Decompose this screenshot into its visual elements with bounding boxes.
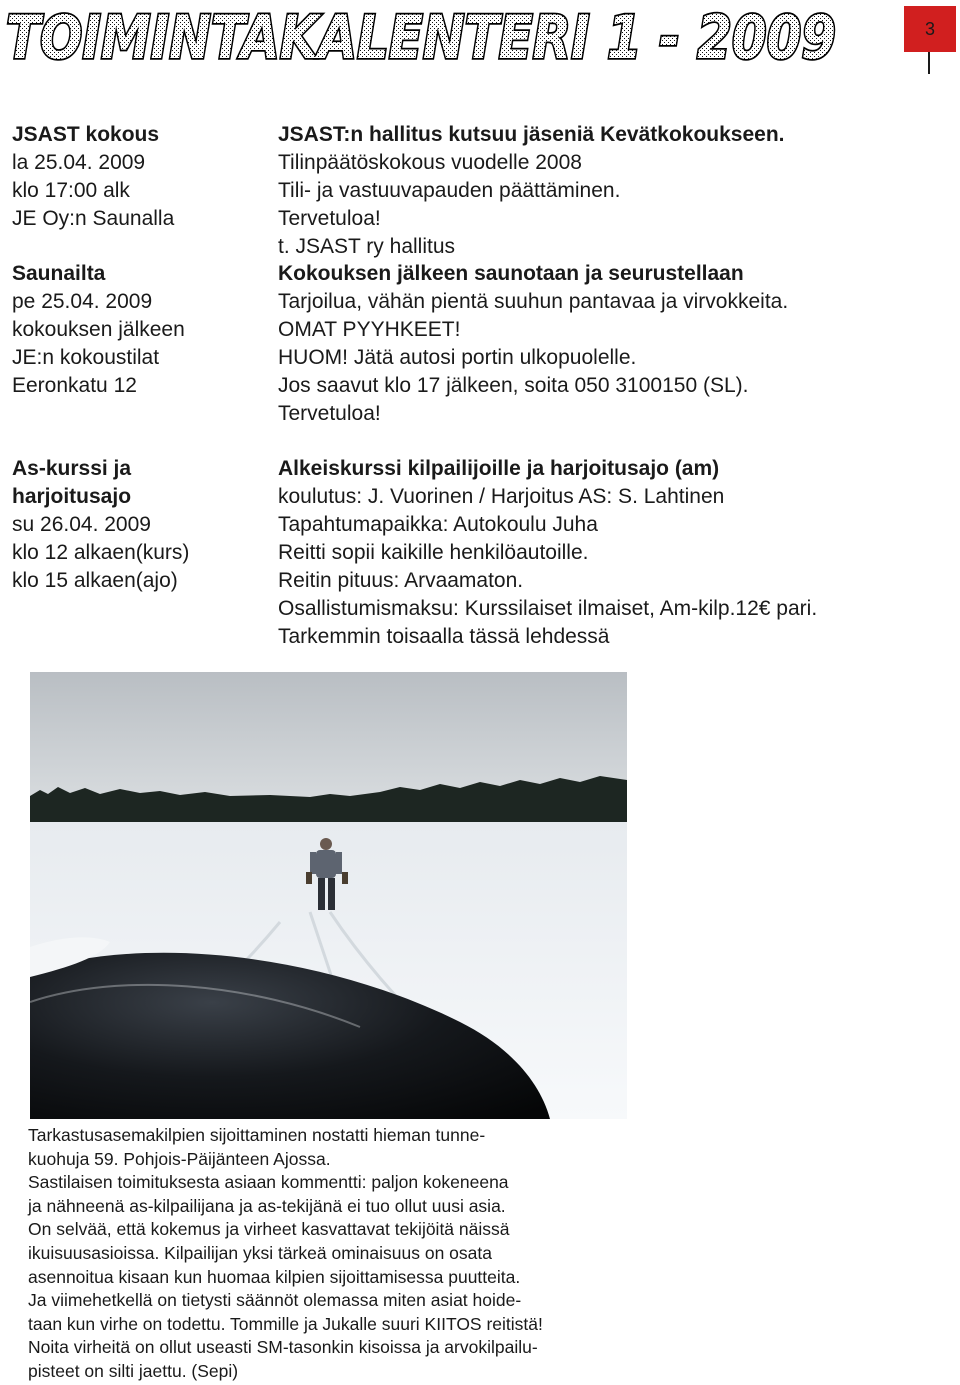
event-time: klo 15 alkaen(ajo) — [12, 569, 178, 592]
description-line: Tilinpäätöskokous vuodelle 2008 — [278, 151, 582, 174]
description-line: koulutus: J. Vuorinen / Harjoitus AS: S. Lahtinen — [278, 485, 725, 508]
description-heading: JSAST:n hallitus kutsuu jäseniä Kevätkokoukseen. — [278, 123, 785, 146]
event-title: JSAST kokous — [12, 123, 160, 146]
event-title: harjoitusajo — [12, 485, 132, 508]
description-line: Tarjoilua, vähän pientä suuhun pantavaa ja virvokkeita. — [278, 290, 789, 313]
page-number-badge: 3 — [904, 6, 956, 52]
description-line: Tervetuloa! — [278, 402, 381, 425]
event-date: pe 25.04. 2009 — [12, 290, 153, 313]
event-date: su 26.04. 2009 — [12, 513, 151, 536]
event-3-info — [12, 455, 262, 595]
event-date: la 25.04. 2009 — [12, 151, 146, 174]
description-heading: Kokouksen jälkeen saunotaan ja seurustellaan — [278, 262, 744, 285]
description-line: Reitin pituus: Arvaamaton. — [278, 569, 524, 592]
event-time: klo 17:00 alk — [12, 179, 130, 202]
sky — [30, 672, 627, 802]
page-title — [4, 2, 844, 74]
caption-line: kuohuja 59. Pohjois-Päijänteen Ajossa. — [28, 1148, 331, 1169]
description-line: Tarkemmin toisaalla tässä lehdessä — [278, 625, 610, 648]
description-line: Reitti sopii kaikille henkilöautoille. — [278, 541, 589, 564]
description-line: Tervetuloa! — [278, 207, 381, 230]
caption-line: pisteet on silti jaettu. (Sepi) — [28, 1360, 239, 1381]
photo-caption — [28, 1124, 668, 1384]
caption-line: ikuisuusasioissa. Kilpailijan yksi tärkeä ominaisuus on osata — [28, 1242, 492, 1263]
event-title: Saunailta — [12, 262, 106, 285]
event-2-info — [12, 260, 262, 400]
caption-line: On selvää, että kokemus ja virheet kasvattavat tekijöitä näissä — [28, 1219, 510, 1240]
description-line: OMAT PYYHKEET! — [278, 318, 461, 341]
event-time: kokouksen jälkeen — [12, 318, 185, 341]
snowy-field-photo — [30, 672, 627, 1119]
event-3-description — [278, 455, 950, 651]
caption-line: ja nähneenä as-kilpailijana ja as-tekijänä ei tuo ollut uusi asia. — [28, 1195, 506, 1216]
caption-line: Noita virheitä on ollut useasti SM-tasonkin kisoissa ja arvokilpailu- — [28, 1337, 538, 1358]
event-2-description — [278, 260, 950, 428]
event-address: Eeronkatu 12 — [12, 374, 137, 397]
event-1-info — [12, 121, 262, 233]
caption-line: Tarkastusasemakilpien sijoittaminen nostatti hieman tunne- — [28, 1125, 486, 1145]
description-line: Tili- ja vastuuvapauden päättäminen. — [278, 179, 621, 202]
page-number-tick — [928, 52, 930, 74]
description-line: Tapahtumapaikka: Autokoulu Juha — [278, 513, 598, 536]
event-location: JE Oy:n Saunalla — [12, 207, 175, 230]
description-line: Jos saavut klo 17 jälkeen, soita 050 3100150 (SL). — [278, 374, 749, 397]
event-title: As-kurssi ja — [12, 457, 132, 480]
event-1-description — [278, 121, 950, 261]
event-time: klo 12 alkaen(kurs) — [12, 541, 190, 564]
caption-line: taan kun virhe on todettu. Tommille ja Jukalle suuri KIITOS reitistä! — [28, 1313, 543, 1334]
caption-line: asennoitua kisaan kun huomaa kilpien sijoittamisessa puutteita. — [28, 1266, 521, 1287]
caption-line: Sastilaisen toimituksesta asiaan kommentti: paljon kokeneena — [28, 1172, 509, 1193]
description-line: HUOM! Jätä autosi portin ulkopuolelle. — [278, 346, 637, 369]
page-title-text: TOIMINTAKALENTERI 1 - 2009 — [6, 3, 836, 73]
caption-line: Ja viimehetkellä on tietysti säännöt olemassa miten asiat hoide- — [28, 1290, 522, 1311]
description-line: Osallistumismaksu: Kurssilaiset ilmaiset, Am-kilp.12€ pari. — [278, 597, 818, 620]
description-heading: Alkeiskurssi kilpailijoille ja harjoitusajo (am) — [278, 457, 720, 480]
event-location: JE:n kokoustilat — [12, 346, 160, 369]
description-line: t. JSAST ry hallitus — [278, 235, 456, 258]
